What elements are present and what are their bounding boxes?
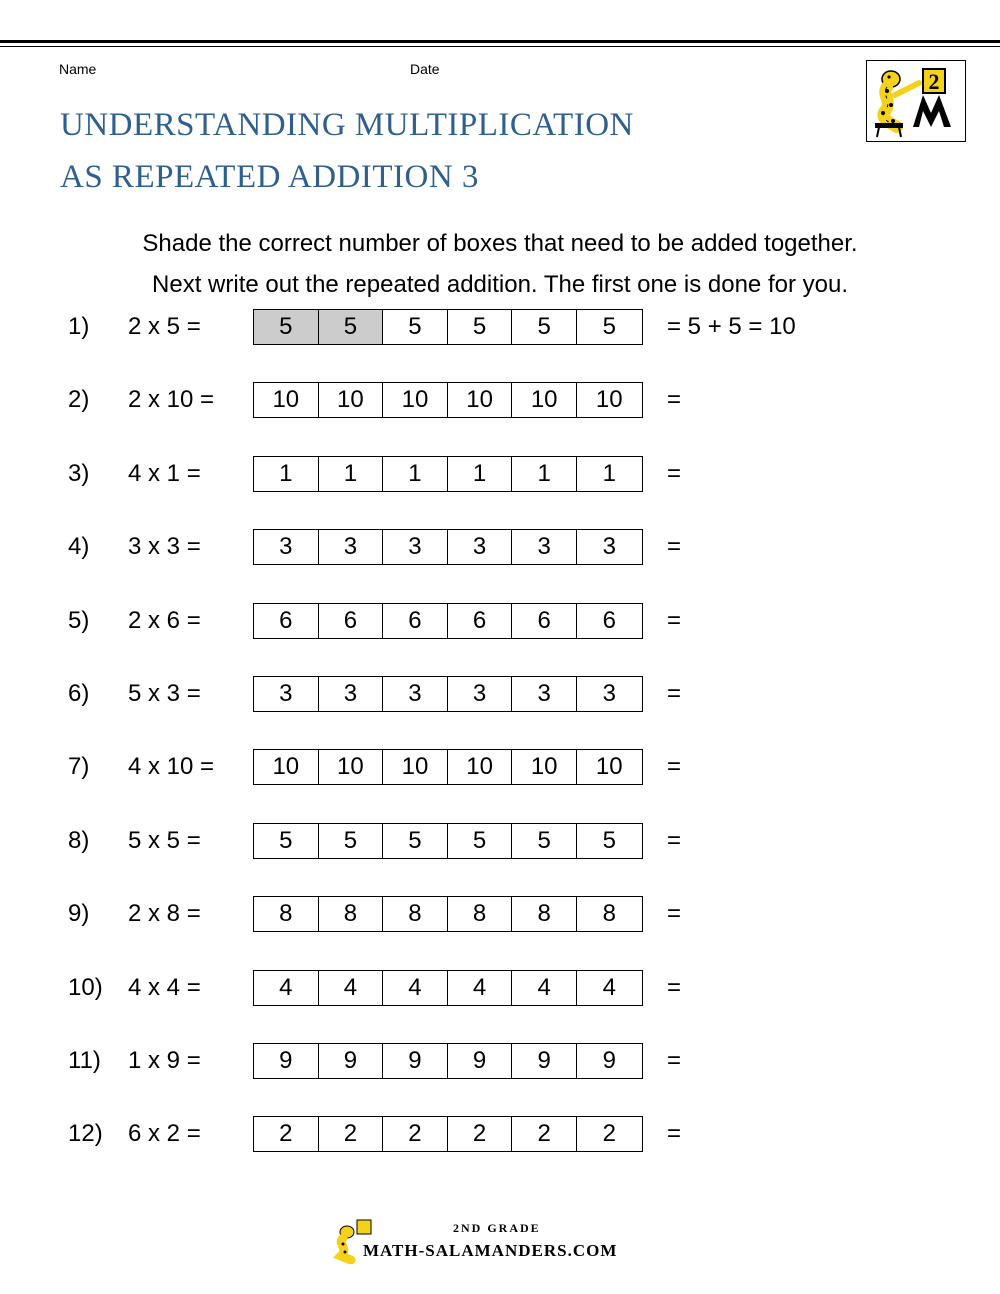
question-row bbox=[0, 456, 1000, 492]
date-label: Date bbox=[410, 61, 440, 77]
addition-box[interactable]: 10 bbox=[448, 750, 513, 784]
addition-box[interactable]: 10 bbox=[254, 383, 319, 417]
question-expression: 3 x 3 = bbox=[128, 533, 201, 561]
salamander-logo-icon bbox=[867, 61, 965, 141]
addition-box[interactable]: 3 bbox=[577, 677, 642, 711]
answer-field[interactable]: = bbox=[667, 900, 682, 928]
addition-box[interactable]: 5 bbox=[512, 824, 577, 858]
question-number: 11) bbox=[68, 1047, 101, 1074]
addition-box[interactable]: 3 bbox=[319, 530, 384, 564]
addition-box[interactable]: 10 bbox=[512, 750, 577, 784]
footer-site-text: MATH-SALAMANDERS.COM bbox=[363, 1241, 618, 1260]
addition-box[interactable]: 1 bbox=[383, 457, 448, 491]
addition-box[interactable]: 6 bbox=[512, 604, 577, 638]
answer-field[interactable]: = bbox=[667, 1120, 682, 1148]
addition-box[interactable]: 1 bbox=[512, 457, 577, 491]
addition-box[interactable]: 8 bbox=[319, 897, 384, 931]
answer-field[interactable]: = bbox=[667, 459, 682, 487]
answer-field[interactable]: = bbox=[667, 973, 682, 1001]
question-number: 4) bbox=[68, 533, 90, 561]
question-row bbox=[0, 1116, 1000, 1152]
addition-box[interactable]: 10 bbox=[254, 750, 319, 784]
addition-box[interactable]: 4 bbox=[577, 971, 642, 1005]
question-row bbox=[0, 309, 1000, 345]
addition-box-strip bbox=[253, 382, 643, 418]
page-title-line-2: AS REPEATED ADDITION 3 bbox=[60, 159, 479, 195]
addition-box-strip bbox=[253, 1043, 643, 1079]
question-expression: 4 x 1 = bbox=[128, 459, 201, 487]
addition-box[interactable]: 10 bbox=[577, 383, 642, 417]
footer-logo bbox=[325, 1214, 625, 1264]
addition-box[interactable]: 8 bbox=[383, 897, 448, 931]
grade-logo bbox=[866, 60, 966, 142]
addition-box[interactable]: 5 bbox=[254, 824, 319, 858]
question-number: 9) bbox=[68, 900, 90, 928]
addition-box[interactable]: 9 bbox=[383, 1044, 448, 1078]
addition-box[interactable]: 2 bbox=[448, 1117, 513, 1151]
question-expression: 2 x 10 = bbox=[128, 386, 215, 414]
addition-box[interactable]: 6 bbox=[319, 604, 384, 638]
addition-box[interactable]: 3 bbox=[254, 530, 319, 564]
question-row bbox=[0, 382, 1000, 418]
addition-box[interactable]: 10 bbox=[319, 750, 384, 784]
addition-box[interactable]: 5 bbox=[512, 310, 577, 344]
addition-box[interactable]: 3 bbox=[254, 677, 319, 711]
instruction-line-2: Next write out the repeated addition. The first one is done for you. bbox=[152, 271, 848, 298]
question-row bbox=[0, 896, 1000, 932]
top-rule-thin bbox=[0, 46, 1000, 47]
question-number: 10) bbox=[68, 973, 103, 1001]
question-expression: 6 x 2 = bbox=[128, 1120, 201, 1148]
question-row bbox=[0, 823, 1000, 859]
answer-field[interactable]: = bbox=[667, 533, 682, 561]
addition-box-strip bbox=[253, 970, 643, 1006]
addition-box[interactable]: 4 bbox=[383, 971, 448, 1005]
addition-box[interactable]: 5 bbox=[577, 310, 642, 344]
addition-box-strip bbox=[253, 309, 643, 345]
addition-box[interactable]: 4 bbox=[512, 971, 577, 1005]
addition-box[interactable]: 3 bbox=[383, 530, 448, 564]
addition-box[interactable]: 9 bbox=[319, 1044, 384, 1078]
question-row bbox=[0, 1043, 1000, 1079]
addition-box[interactable]: 3 bbox=[512, 530, 577, 564]
addition-box[interactable]: 9 bbox=[254, 1044, 319, 1078]
addition-box[interactable]: 2 bbox=[254, 1117, 319, 1151]
addition-box[interactable]: 8 bbox=[448, 897, 513, 931]
addition-box-strip bbox=[253, 896, 643, 932]
question-row bbox=[0, 529, 1000, 565]
addition-box[interactable]: 6 bbox=[577, 604, 642, 638]
addition-box-strip bbox=[253, 1116, 643, 1152]
addition-box-strip bbox=[253, 529, 643, 565]
addition-box[interactable]: 10 bbox=[512, 383, 577, 417]
addition-box[interactable]: 4 bbox=[319, 971, 384, 1005]
addition-box[interactable]: 3 bbox=[383, 677, 448, 711]
addition-box[interactable]: 5 bbox=[319, 310, 384, 344]
question-row bbox=[0, 749, 1000, 785]
addition-box[interactable]: 2 bbox=[577, 1117, 642, 1151]
addition-box[interactable]: 5 bbox=[319, 824, 384, 858]
addition-box[interactable]: 8 bbox=[512, 897, 577, 931]
addition-box[interactable]: 1 bbox=[254, 457, 319, 491]
question-expression: 2 x 8 = bbox=[128, 900, 201, 928]
addition-box-strip bbox=[253, 676, 643, 712]
question-expression: 1 x 9 = bbox=[128, 1047, 201, 1074]
addition-box[interactable]: 3 bbox=[448, 530, 513, 564]
instruction-line-1: Shade the correct number of boxes that need to be added together. bbox=[142, 230, 858, 257]
addition-box[interactable]: 5 bbox=[577, 824, 642, 858]
addition-box[interactable]: 5 bbox=[448, 310, 513, 344]
answer-field[interactable]: = bbox=[667, 606, 682, 634]
addition-box[interactable]: 4 bbox=[448, 971, 513, 1005]
footer-grade-text: 2ND GRADE bbox=[453, 1221, 541, 1235]
addition-box[interactable]: 2 bbox=[319, 1117, 384, 1151]
question-row bbox=[0, 970, 1000, 1006]
addition-box[interactable]: 3 bbox=[577, 530, 642, 564]
answer-field[interactable]: = bbox=[667, 386, 682, 414]
addition-box[interactable]: 10 bbox=[577, 750, 642, 784]
question-expression: 4 x 4 = bbox=[128, 973, 201, 1001]
addition-box[interactable]: 6 bbox=[254, 604, 319, 638]
addition-box[interactable]: 10 bbox=[383, 383, 448, 417]
addition-box-strip bbox=[253, 456, 643, 492]
addition-box[interactable]: 1 bbox=[319, 457, 384, 491]
addition-box[interactable]: 5 bbox=[383, 824, 448, 858]
addition-box[interactable]: 1 bbox=[448, 457, 513, 491]
question-row bbox=[0, 676, 1000, 712]
question-number: 2) bbox=[68, 386, 90, 414]
question-expression: 5 x 5 = bbox=[128, 826, 201, 854]
question-number: 5) bbox=[68, 606, 90, 634]
addition-box[interactable]: 5 bbox=[254, 310, 319, 344]
answer-field[interactable]: = bbox=[667, 826, 682, 854]
question-expression: 5 x 3 = bbox=[128, 680, 201, 707]
question-expression: 2 x 5 = bbox=[128, 313, 201, 340]
question-number: 6) bbox=[68, 680, 90, 707]
page-title-line-1: UNDERSTANDING MULTIPLICATION bbox=[60, 107, 634, 143]
addition-box[interactable]: 10 bbox=[448, 383, 513, 417]
answer-field[interactable]: = 5 + 5 = 10 bbox=[667, 313, 796, 340]
question-number: 7) bbox=[68, 753, 90, 781]
addition-box[interactable]: 1 bbox=[577, 457, 642, 491]
addition-box[interactable]: 8 bbox=[577, 897, 642, 931]
name-label: Name bbox=[59, 61, 97, 77]
addition-box[interactable]: 2 bbox=[383, 1117, 448, 1151]
question-number: 8) bbox=[68, 826, 90, 854]
instructions bbox=[0, 223, 1000, 305]
addition-box[interactable]: 3 bbox=[319, 677, 384, 711]
question-row bbox=[0, 603, 1000, 639]
question-number: 1) bbox=[68, 313, 90, 340]
math-salamanders-logo-icon bbox=[325, 1214, 625, 1264]
addition-box-strip bbox=[253, 823, 643, 859]
logo-grade-number: 2 bbox=[928, 69, 940, 94]
addition-box[interactable]: 5 bbox=[448, 824, 513, 858]
addition-box[interactable]: 2 bbox=[512, 1117, 577, 1151]
addition-box[interactable]: 4 bbox=[254, 971, 319, 1005]
question-expression: 2 x 6 = bbox=[128, 606, 201, 634]
question-number: 3) bbox=[68, 459, 90, 487]
addition-box[interactable]: 6 bbox=[383, 604, 448, 638]
addition-box[interactable]: 9 bbox=[512, 1044, 577, 1078]
addition-box-strip bbox=[253, 603, 643, 639]
addition-box[interactable]: 6 bbox=[448, 604, 513, 638]
addition-box[interactable]: 9 bbox=[577, 1044, 642, 1078]
question-number: 12) bbox=[68, 1120, 103, 1148]
addition-box[interactable]: 3 bbox=[512, 677, 577, 711]
addition-box-strip bbox=[253, 749, 643, 785]
top-rule bbox=[0, 40, 1000, 43]
addition-box[interactable]: 3 bbox=[448, 677, 513, 711]
answer-field[interactable]: = bbox=[667, 753, 682, 781]
addition-box[interactable]: 5 bbox=[383, 310, 448, 344]
addition-box[interactable]: 10 bbox=[319, 383, 384, 417]
question-expression: 4 x 10 = bbox=[128, 753, 215, 781]
answer-field[interactable]: = bbox=[667, 1047, 682, 1074]
addition-box[interactable]: 9 bbox=[448, 1044, 513, 1078]
addition-box[interactable]: 10 bbox=[383, 750, 448, 784]
addition-box[interactable]: 8 bbox=[254, 897, 319, 931]
answer-field[interactable]: = bbox=[667, 680, 682, 707]
